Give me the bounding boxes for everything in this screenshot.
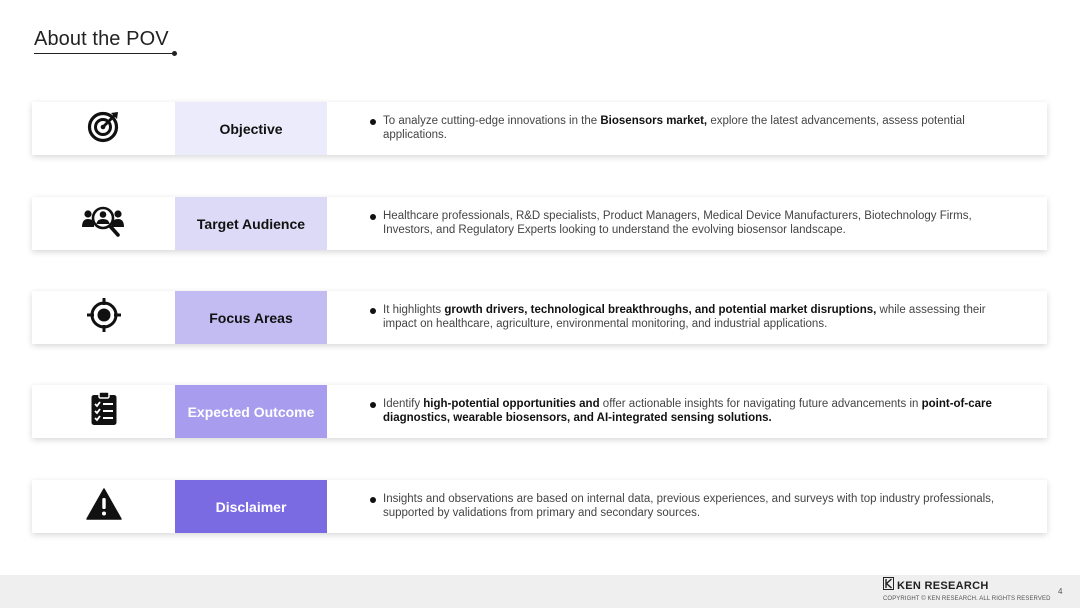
row-label: Expected Outcome — [175, 385, 327, 438]
bullet-icon — [370, 214, 376, 220]
row-label: Disclaimer — [175, 480, 327, 533]
row-description: It highlights growth drivers, technological breakthroughs, and potential market disruptions, while assessing their impact on healthcare, agriculture, environmental monitoring, and industrial applications. — [383, 304, 1013, 331]
copyright-text: COPYRIGHT © KEN RESEARCH. ALL RIGHTS RESERVED — [883, 596, 1051, 602]
row-description: Identify high-potential opportunities and offer actionable insights for navigating future advancements in point-of-care diagnostics, wearable biosensors, and AI-integrated sensing solutions. — [383, 398, 1013, 425]
target-arrow-icon — [87, 109, 121, 148]
row-description: Insights and observations are based on internal data, previous experiences, and surveys with top industry professionals, supported by validations from primary and secondary sources. — [383, 493, 1013, 520]
page-number: 4 — [1058, 587, 1063, 596]
audience-search-icon — [81, 203, 127, 244]
row-description: To analyze cutting-edge innovations in the Biosensors market, explore the latest advancements, assess potential applications. — [383, 115, 1013, 142]
brand — [883, 579, 989, 593]
brand-name: KEN RESEARCH — [897, 580, 989, 592]
crosshair-icon — [86, 297, 122, 338]
bullet-icon — [370, 119, 376, 125]
row-label: Objective — [175, 102, 327, 155]
ken-research-logo-icon — [883, 577, 894, 595]
row-label: Target Audience — [175, 197, 327, 250]
row-disclaimer — [32, 480, 1047, 533]
page-title: About the POV — [34, 28, 169, 50]
row-expected-outcome — [32, 385, 1047, 438]
row-label: Focus Areas — [175, 291, 327, 344]
bullet-icon — [370, 497, 376, 503]
warning-triangle-icon — [86, 488, 122, 525]
row-target-audience — [32, 197, 1047, 250]
clipboard-checklist-icon — [90, 391, 118, 432]
bullet-icon — [370, 402, 376, 408]
row-description: Healthcare professionals, R&D specialists, Product Managers, Medical Device Manufacturers, Biotechnology Firms, Investors, and Regulatory Experts looking to understand the evolving biosensor landscape. — [383, 210, 1013, 237]
bullet-icon — [370, 308, 376, 314]
row-objective — [32, 102, 1047, 155]
row-focus-areas — [32, 291, 1047, 344]
title-underline — [34, 53, 174, 54]
